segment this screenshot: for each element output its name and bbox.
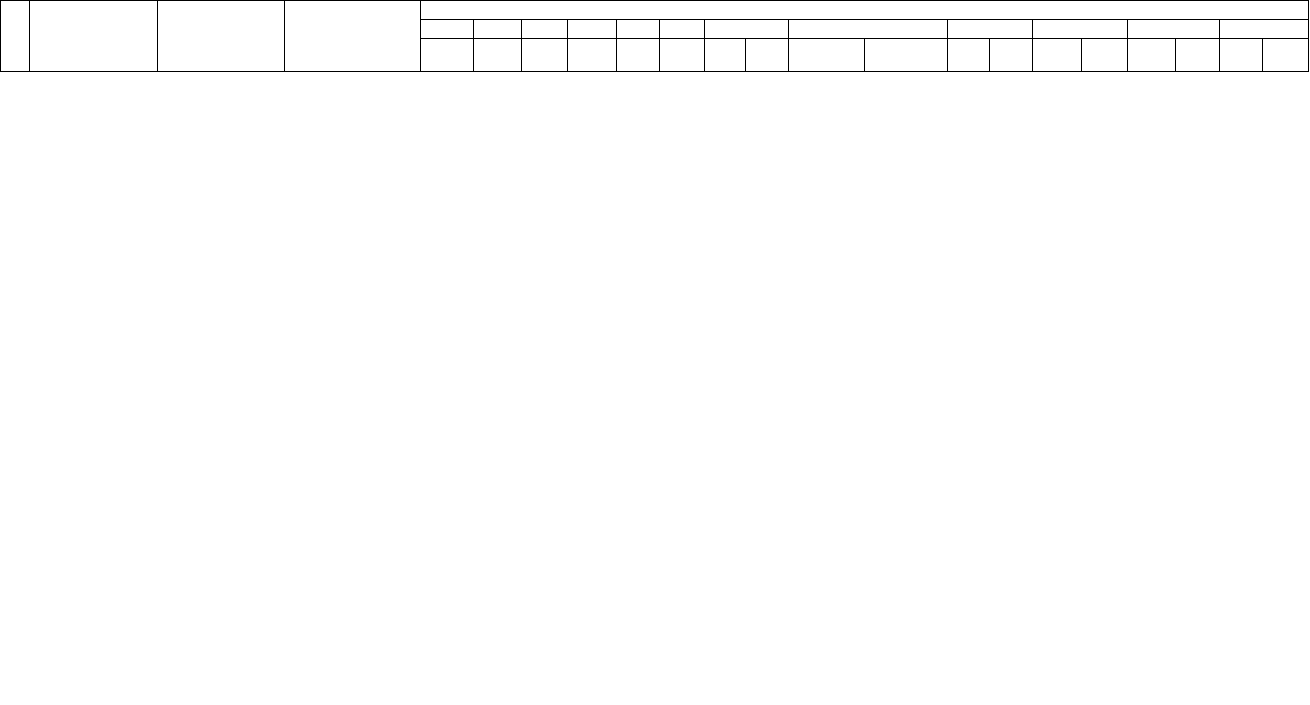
single-door-label — [616, 39, 659, 72]
double-door-label — [1081, 39, 1127, 72]
header-no — [1, 1, 30, 72]
double-door-label — [990, 39, 1033, 72]
size-header — [420, 20, 473, 39]
single-door-label — [420, 39, 473, 72]
single-door-label — [948, 39, 990, 72]
size-header — [659, 20, 704, 39]
double-door-label — [864, 39, 947, 72]
double-door-label — [746, 39, 789, 72]
size-header — [474, 20, 522, 39]
single-door-label — [705, 39, 746, 72]
size-header — [1127, 20, 1219, 39]
size-header — [705, 20, 789, 39]
single-door-label — [1127, 39, 1175, 72]
single-door-label — [474, 39, 522, 72]
header-row — [1, 1, 1309, 20]
size-header — [616, 20, 659, 39]
single-door-label — [568, 39, 616, 72]
header-specification — [420, 1, 1308, 20]
header-picture — [157, 1, 285, 72]
size-header — [1220, 20, 1309, 39]
single-door-label — [1220, 39, 1263, 72]
double-door-label — [1263, 39, 1309, 72]
double-door-label — [1176, 39, 1220, 72]
size-header — [568, 20, 616, 39]
size-header — [522, 20, 568, 39]
single-door-label — [659, 39, 704, 72]
size-header — [1033, 20, 1127, 39]
single-door-label — [1033, 39, 1081, 72]
header-item-no — [30, 1, 158, 72]
specification-table — [0, 0, 1309, 72]
size-header — [789, 20, 948, 39]
header-material — [285, 1, 421, 72]
single-door-label — [789, 39, 864, 72]
single-door-label — [522, 39, 568, 72]
size-header — [948, 20, 1033, 39]
